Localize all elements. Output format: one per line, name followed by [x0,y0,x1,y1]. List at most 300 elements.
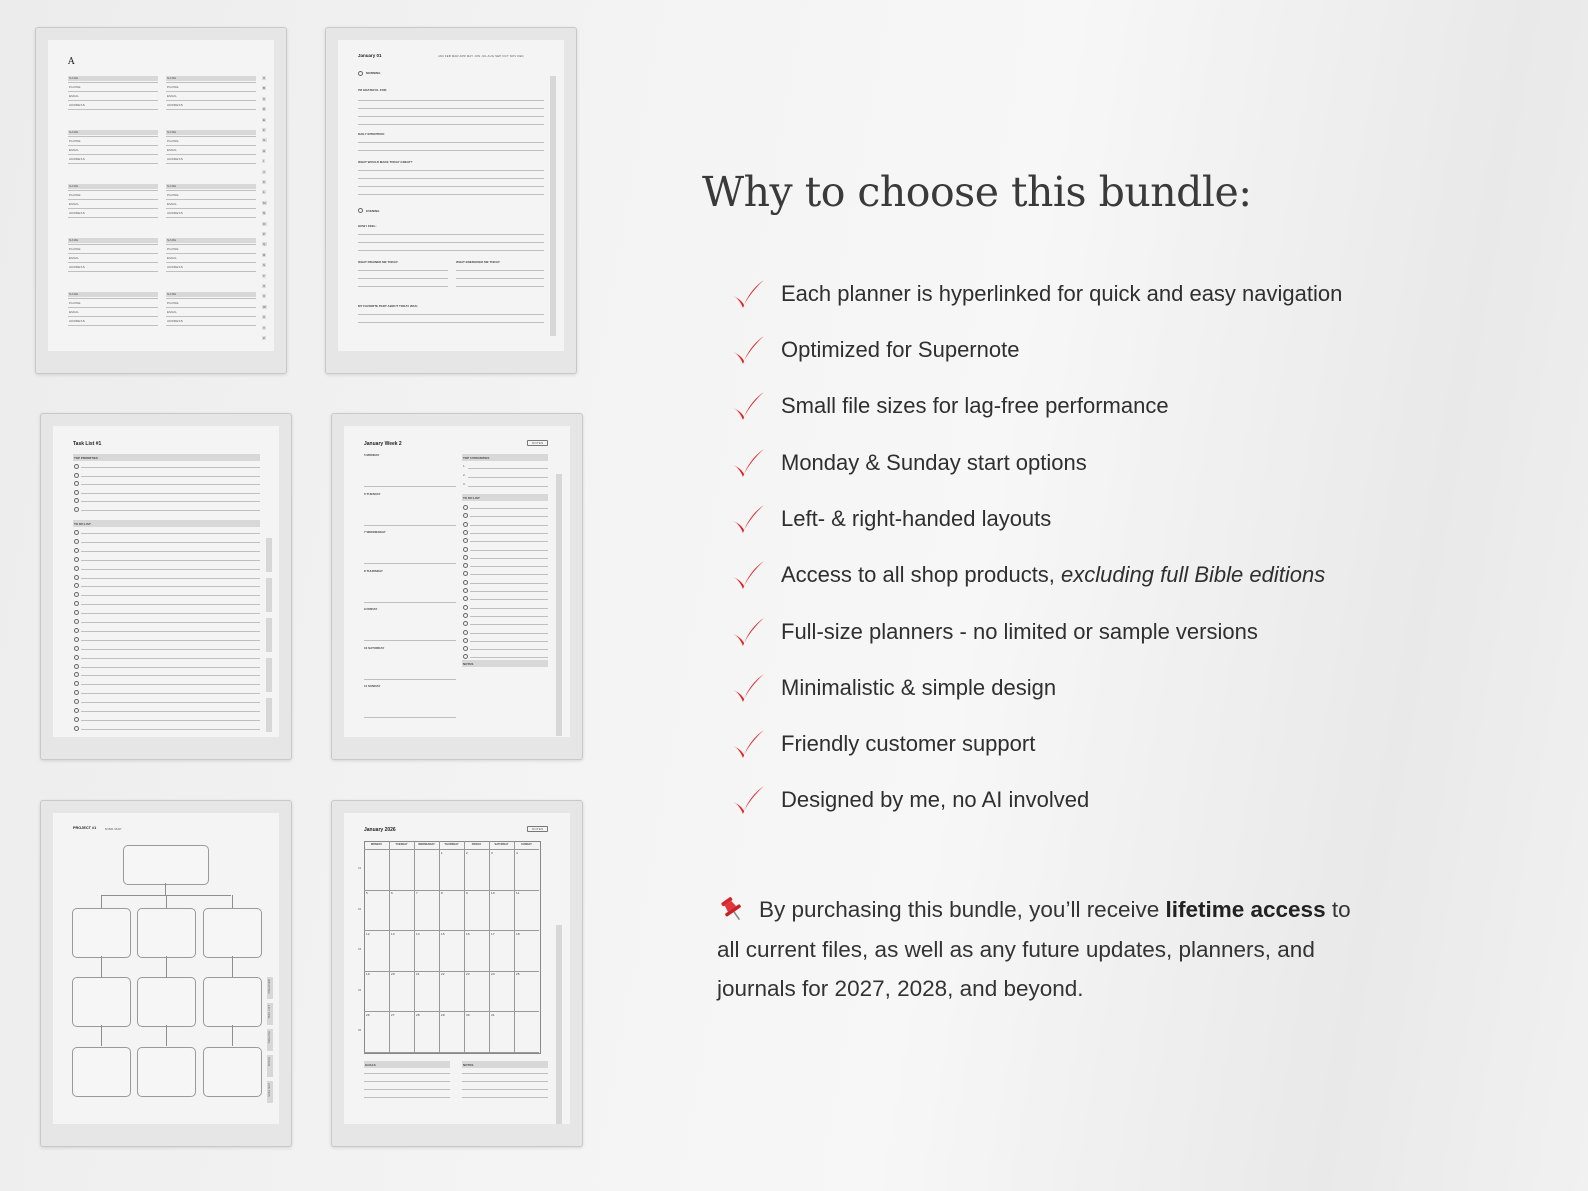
feature-label: Minimalistic & simple design [781,675,1057,700]
morning-icon [358,71,363,76]
contact-field-label: ADDRESS [69,103,85,107]
calendar-date: 14 [416,931,420,936]
feature-text [781,731,1035,757]
weekly-todo-checkbox [463,605,468,610]
project-subtitle: MIND MAP [105,827,122,831]
weekly-todo-line [470,533,548,534]
calendar-date: 27 [391,1012,395,1017]
todo-line [81,569,260,570]
feature-text [781,562,1325,588]
feature-label: Full-size planners - no limited or sample versions [781,619,1258,644]
contact-name-bar [166,292,256,297]
mindmap-node-box [203,1047,262,1097]
weekly-todo-line [470,633,548,634]
todo-checkbox [74,690,79,695]
contact-field-label: PHONE [167,85,179,89]
todo-checkbox [74,699,79,704]
calendar-week-number: 03 [358,948,362,951]
weekly-day-rule [364,640,456,641]
contact-alpha-tab: G [263,138,266,143]
feature-text [781,393,1169,419]
contact-field-label: NAME [167,76,177,80]
contact-name-bar [68,184,158,189]
task-checkbox [74,464,79,469]
weekly-todo-checkbox [463,513,468,518]
feature-label-italic: excluding full Bible editions [1061,562,1326,587]
contact-field-line [166,325,256,326]
feature-item [729,386,1169,426]
todo-line [81,595,260,596]
contact-field-line [68,82,158,83]
note-text-after: to all current files, as well as any future updates, planners, and journals for 2027, 2028, and beyond. [717,897,1351,1001]
contact-alpha-tab: I [263,159,265,164]
calendar-date: 2 [466,850,468,855]
todo-checkbox [74,637,79,642]
bundle-headline: Why to choose this bundle: [702,168,1252,216]
calendar-date: 5 [366,891,368,895]
mindmap-connector [166,956,167,977]
feature-label: Each planner is hyperlinked for quick and easy navigation [781,281,1343,306]
contact-field-line [68,208,158,209]
checkmark-icon [729,668,769,708]
calendar-date: 28 [416,1012,420,1017]
ruled-line [456,270,544,271]
weekly-todo-checkbox [463,630,468,635]
feature-item [729,724,1035,764]
todo-line [81,578,260,579]
weekly-notes-button: NOTES [527,440,548,446]
project-side-tab [267,1003,273,1025]
note-text-bold: lifetime access [1165,897,1326,922]
weekly-todo-line [470,657,548,658]
contact-field-line [166,298,256,299]
contact-alpha-tab: Y [263,325,266,330]
mindmap-node-box [72,908,131,958]
contact-name-bar [166,184,256,189]
calendar-date: 12 [366,931,370,936]
contact-alpha-tab: S [263,263,266,268]
feature-text [781,675,1056,701]
todo-checkbox [74,530,79,535]
contact-field-label: ADDRESS [167,157,183,161]
tasklist-title: Task List #1 [73,441,102,447]
ruled-line [358,124,544,125]
todo-checkbox [74,619,79,624]
contact-alpha-tab: P [263,232,266,236]
task-checkbox [74,490,79,495]
ruled-line [358,170,544,171]
task-line [81,476,260,477]
contact-field-line [166,91,256,92]
calendar-col-rule [439,841,440,1052]
calendar-date: 25 [516,972,520,976]
preview-daily-screen [338,40,564,351]
weekly-todo-checkbox [463,596,468,601]
ruled-line [358,186,544,187]
ruled-line [358,150,544,151]
checkmark-icon [729,386,769,426]
ruled-line [462,1073,548,1074]
calendar-date: 3 [491,850,493,855]
daily-side-index [550,76,556,336]
project-side-tab [267,1029,273,1051]
calendar-weekday: SUNDAY [521,842,532,846]
task-line [81,493,260,494]
todo-checkbox [74,672,79,677]
contact-alpha-tab: A [263,76,266,80]
ruled-line [456,278,544,279]
weekly-priority-line [468,477,548,478]
weekly-todo-line [470,616,548,617]
ruled-line [462,1097,548,1098]
calendar-week-number: 05 [358,1029,362,1032]
preview-monthly-device [331,800,583,1147]
contact-field-line [68,298,158,299]
calendar-date: 23 [466,972,470,976]
contact-field-label: NAME [69,238,79,242]
todo-checkbox [74,592,79,597]
ruled-line [358,108,544,109]
weekly-todo-line [470,599,548,600]
calendar-date: 6 [391,891,393,895]
calendar-date: 31 [491,1012,495,1017]
weekly-todo-line [470,525,548,526]
calendar-date: 11 [516,891,520,895]
contact-field-label: EMAIL [69,202,80,206]
contact-name-bar [166,130,256,135]
calendar-date: 24 [491,972,495,976]
feature-text [781,787,1089,813]
weekly-todo-checkbox [463,654,468,659]
daily-evening-label: EVENING [366,209,380,213]
contact-field-label: EMAIL [167,256,178,260]
feature-label: Access to all shop products, [781,562,1062,587]
contact-field-label: PHONE [167,301,179,305]
weekly-todo-checkbox [463,638,468,643]
mindmap-connector [232,895,233,908]
daily-favorite-label: MY FAVORITE PART ABOUT TODAY WAS: [358,304,418,308]
calendar-date: 9 [466,891,468,895]
daily-intention-label: DAILY INTENTION: [358,132,385,136]
todo-line [81,631,260,632]
calendar-col-rule [389,841,390,1052]
contact-field-line [166,109,256,110]
calendar-date: 19 [366,972,370,976]
contact-alpha-tab: D [263,107,266,112]
weekly-todo-line [470,516,548,517]
weekly-todo-checkbox [463,538,468,543]
project-title: PROJECT #1 [73,826,97,830]
contact-field-line [166,271,256,272]
calendar-weekday: MONDAY [370,842,383,846]
contact-field-label: EMAIL [167,310,178,314]
ruled-line [364,1073,450,1074]
todo-line [81,720,260,721]
contact-field-line [166,208,256,209]
weekly-todo-line [470,574,548,575]
task-checkbox [74,473,79,478]
task-side-tab [266,698,272,732]
feature-label: Friendly customer support [781,731,1036,756]
project-side-tab-label: NOTES [267,1057,271,1067]
monthly-notes-bar [462,1061,548,1068]
todo-line [81,622,260,623]
preview-daily-device [325,27,577,374]
calendar-date: 15 [441,931,445,936]
mindmap-node-box [137,908,196,958]
feature-text [781,337,1019,363]
contact-field-line [68,217,158,218]
contact-field-label: PHONE [69,193,81,197]
feature-item [729,668,1056,708]
ruled-line [358,278,448,279]
preview-project-screen [53,813,279,1124]
daily-month-strip: JAN FEB MAR APR MAY JUN JUL AUG SEP OCT NOV DEC [438,54,524,58]
ruled-line [358,242,544,243]
ruled-line [456,286,544,287]
weekly-todo-checkbox [463,580,468,585]
contact-field-label: PHONE [167,247,179,251]
daily-drained-label: WHAT DRAINED ME TODAY: [358,260,399,264]
ruled-line [358,234,544,235]
contact-field-line [68,163,158,164]
todo-checkbox [74,681,79,686]
weekly-day-rule [364,563,456,564]
calendar-weekday: TUESDAY [395,842,408,846]
project-side-tab-label: MIND MAP [267,1083,271,1097]
weekly-todo-line [470,583,548,584]
contact-alpha-tab: L [263,190,265,195]
lifetime-access-note [717,890,1377,1009]
contact-field-line [68,136,158,137]
feature-item [729,612,1258,652]
monthly-title: January 2026 [364,827,396,833]
todo-line [81,604,260,605]
weekly-priority-item: 1. [463,464,466,468]
todo-line [81,693,260,694]
contact-field-line [68,154,158,155]
contact-field-line [166,199,256,200]
weekly-priority-item: 3. [463,482,466,486]
contact-field-label: ADDRESS [69,319,85,323]
calendar-row-rule [364,849,539,850]
contact-field-line [68,109,158,110]
monthly-notes-label: NOTES [463,1063,474,1067]
calendar-weekday: SATURDAY [494,842,509,846]
weekly-todo-checkbox [463,613,468,618]
weekly-day-rule [364,525,456,526]
contact-alpha-tab: V [263,294,266,299]
contact-field-line [68,316,158,317]
pushpin-icon [717,896,747,922]
contact-alpha-tab: F [263,128,266,132]
mindmap-node-box [72,977,131,1027]
contact-field-line [166,154,256,155]
contact-field-label: PHONE [69,301,81,305]
todo-checkbox [74,646,79,651]
ruled-line [364,1097,450,1098]
weekly-day-rule [364,602,456,603]
calendar-week-number: 04 [358,988,362,992]
weekly-todo-checkbox [463,571,468,576]
calendar-date: 13 [391,931,395,936]
task-checkbox [74,481,79,486]
preview-project-device [40,800,292,1147]
weekly-day-rule [364,486,456,487]
weekly-priority-line [468,468,548,469]
feature-item [729,274,1342,314]
contact-name-bar [68,292,158,297]
contact-name-bar [166,238,256,243]
daily-grateful-label: I'M GRATEFUL FOR: [358,88,388,92]
calendar-date: 8 [441,891,443,895]
weekly-day-label: 5 MONDAY [364,453,380,457]
ruled-line [358,314,544,315]
calendar-col-rule [464,841,465,1052]
contact-field-line [166,253,256,254]
weekly-todo-line [470,641,548,642]
contact-field-line [68,190,158,191]
contact-alpha-tab: U [263,284,266,288]
todo-checkbox [74,628,79,633]
contact-field-line [166,262,256,263]
feature-item [729,330,1019,370]
ruled-line [358,194,544,195]
weekly-priority-item: 2. [463,473,466,477]
contact-field-line [68,244,158,245]
todo-checkbox [74,655,79,660]
feature-label: Optimized for Supernote [781,337,1020,362]
calendar-weekday: THURSDAY [444,842,459,846]
daily-great-label: WHAT WOULD MAKE TODAY GREAT? [358,160,413,164]
todo-line [81,684,260,685]
mindmap-connector [101,956,102,977]
task-checkbox [74,498,79,503]
todo-line [81,711,260,712]
contact-field-label: PHONE [69,85,81,89]
mindmap-root-box [123,845,209,885]
contact-field-line [68,262,158,263]
contact-field-line [166,316,256,317]
calendar-date: 1 [441,850,443,855]
contact-field-label: EMAIL [167,148,178,152]
task-side-tab [266,578,272,612]
weekly-day-label: 7 WEDNESDAY [364,530,386,534]
contact-field-label: EMAIL [69,256,80,260]
weekly-todo-line [470,508,548,509]
todo-line [81,613,260,614]
monthly-side-index [556,925,562,1124]
todo-line [81,667,260,668]
weekly-day-label: 11 SUNDAY [364,684,381,688]
tasklist-priorities-bar [73,454,260,461]
contact-field-line [166,100,256,101]
task-side-tab [266,618,272,652]
feature-label: Designed by me, no AI involved [781,787,1090,812]
feature-text [781,450,1087,476]
calendar-date: 16 [466,931,470,936]
todo-line [81,729,260,730]
weekly-day-label: 6 TUESDAY [364,491,381,496]
todo-checkbox [74,539,79,544]
calendar-date: 29 [441,1012,445,1017]
weekly-priority-line [468,486,548,487]
evening-icon [358,208,363,213]
weekly-todo-checkbox [463,555,468,560]
mindmap-connector [166,895,167,908]
weekly-todo-checkbox [463,646,468,651]
contact-field-label: ADDRESS [167,319,183,323]
todo-checkbox [74,601,79,606]
daily-title: January 01 [358,53,382,58]
contact-alpha-tab: K [263,180,266,184]
contact-field-label: PHONE [69,139,81,143]
mindmap-node-box [137,977,196,1027]
checkmark-icon [729,499,769,539]
contact-field-label: EMAIL [69,310,80,314]
todo-line [81,542,260,543]
checkmark-icon [729,612,769,652]
mindmap-node-box [203,908,262,958]
weekly-todo-line [470,566,548,567]
calendar-col-rule [414,841,415,1052]
feature-text [781,506,1051,532]
contact-field-label: NAME [167,184,177,188]
contacts-letter: A [68,57,75,67]
mindmap-node-box [72,1047,131,1097]
contact-field-label: ADDRESS [167,211,183,215]
calendar-col-rule [489,841,490,1052]
preview-contacts-device [35,27,287,374]
task-line [81,501,260,502]
note-text-before: By purchasing this bundle, you’ll receive [759,897,1166,922]
contact-alpha-tab: Z [263,336,266,340]
calendar-col-rule [514,841,515,1052]
todo-checkbox [74,610,79,615]
weekly-todo-line [470,541,548,542]
preview-tasklist-screen [53,426,279,737]
contact-field-label: NAME [69,184,79,188]
preview-weekly-screen [344,426,570,737]
tasklist-todo-bar [73,520,260,527]
contact-field-label: EMAIL [167,94,178,98]
calendar-date: 10 [491,891,495,895]
feature-item [729,443,1087,483]
todo-line [81,702,260,703]
contact-field-line [166,136,256,137]
contact-field-line [68,145,158,146]
contact-field-line [166,145,256,146]
weekly-todo-line [470,649,548,650]
contact-field-label: NAME [167,292,177,296]
contact-alpha-tab: R [263,252,266,257]
ruled-line [358,286,448,287]
contact-alpha-tab: X [263,315,266,320]
project-side-tab-label: OVERVIEW [267,979,271,994]
contact-field-label: EMAIL [69,148,80,152]
contact-alpha-tab: H [263,148,266,153]
contact-name-bar [68,76,158,81]
preview-tasklist-device [40,413,292,760]
todo-checkbox [74,575,79,580]
ruled-line [462,1081,548,1082]
contact-field-label: ADDRESS [167,265,183,269]
todo-checkbox [74,548,79,553]
project-side-tab-label: TIMELINE [267,1031,271,1044]
daily-morning-label: MORNING [366,71,381,75]
todo-line [81,551,260,552]
contact-alpha-tab: B [263,86,266,91]
